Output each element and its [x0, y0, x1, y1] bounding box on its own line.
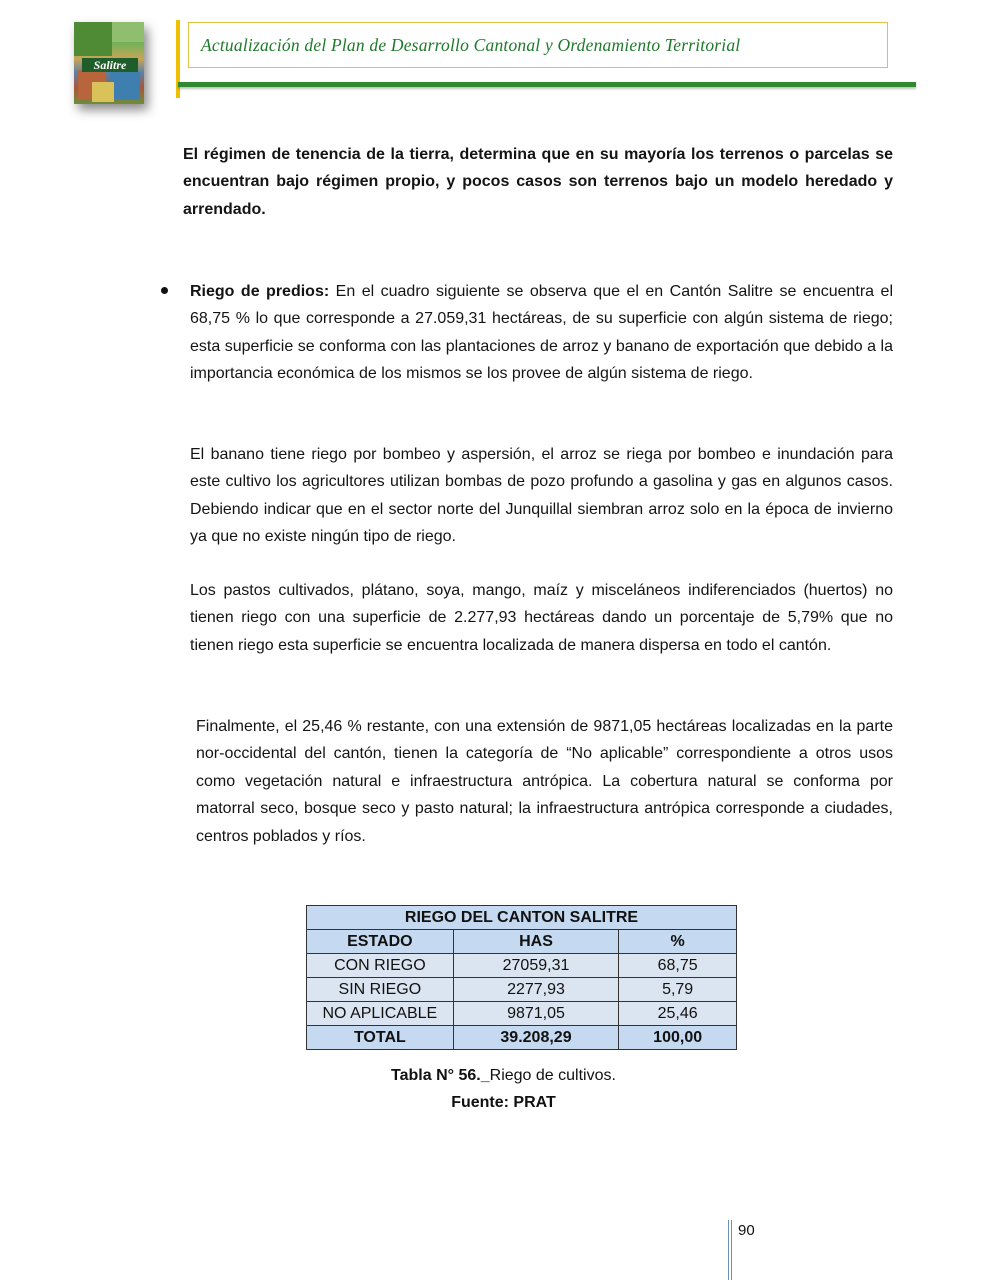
table-cell: 25,46 — [619, 1002, 737, 1026]
page-number: 90 — [738, 1222, 755, 1239]
table-caption — [306, 1067, 701, 1085]
table-cell: TOTAL — [307, 1026, 454, 1050]
table-cell: SIN RIEGO — [307, 978, 454, 1002]
tenencia-paragraph: El régimen de tenencia de la tierra, determina que en su mayoría los terrenos o parcelas se encuentran bajo régimen propio, y pocos casos son terrenos bajo un modelo heredado y arrendado. — [183, 146, 893, 218]
logo-label: Salitre — [82, 58, 138, 72]
table-cell: 39.208,29 — [453, 1026, 619, 1050]
caption-label: Tabla N° 56._ — [391, 1067, 490, 1084]
column-header-estado: ESTADO — [307, 930, 454, 954]
table-cell: 27059,31 — [453, 954, 619, 978]
banano-paragraph: El banano tiene riego por bombeo y aspersión, el arroz se riega por bombeo e inundación para este cultivo los agricultores utilizan bombas de pozo profundo a gasolina y gas en algunos casos. Debiendo indicar que en el sector norte del Junquillal siembran arroz solo en la época de invierno ya que no existe ningún tipo de riego. — [190, 446, 893, 546]
logo-photo-tile — [92, 82, 114, 102]
salitre-logo — [74, 22, 144, 104]
riego-text: En el cuadro siguiente se observa que el en Cantón Salitre se encuentra el 68,75 % lo que corresponde a 27.059,31 hectáreas, de su superficie con algún sistema de riego; esta superficie se conforma con las plantaciones de arroz y banano de exportación que debido a la importancia económica de los mismos se los provee de algún sistema de riego. — [190, 283, 894, 383]
logo-photo-tile — [112, 22, 144, 42]
riego-paragraph — [190, 278, 893, 388]
bullet-icon — [161, 287, 168, 294]
table-cell: CON RIEGO — [307, 954, 454, 978]
document-title: Actualización del Plan de Desarrollo Cantonal y Ordenamiento Territorial — [201, 34, 741, 55]
header-title-box — [188, 22, 888, 68]
finalmente-paragraph: Finalmente, el 25,46 % restante, con una extensión de 9871,05 hectáreas localizadas en la parte nor-occidental del cantón, tienen la categoría de “No aplicable” correspondiente a otros usos como vegetación natural e infraestructura antrópica. La cobertura natural se conforma por matorral seco, bosque seco y pasto natural; la infraestructura antrópica corresponde a ciudades, centros poblados y ríos. — [196, 718, 893, 845]
table-cell: 5,79 — [619, 978, 737, 1002]
table-cell: 2277,93 — [453, 978, 619, 1002]
table-cell: 9871,05 — [453, 1002, 619, 1026]
logo-photo-tile — [110, 72, 140, 100]
table-source: Fuente: PRAT — [451, 1094, 556, 1111]
riego-label: Riego de predios: — [190, 283, 330, 300]
riego-table — [306, 905, 737, 1050]
caption-text: Riego de cultivos. — [489, 1067, 616, 1084]
column-header-has: HAS — [453, 930, 619, 954]
table-cell: NO APLICABLE — [307, 1002, 454, 1026]
table-total-row — [307, 1026, 737, 1050]
pastos-paragraph: Los pastos cultivados, plátano, soya, mango, maíz y misceláneos indiferenciados (huertos) no tienen riego con una superficie de 2.277,93 hectáreas dando un porcentaje de 5,79% que no tienen riego esta superficie se encuentra localizada de manera dispersa en todo el cantón. — [190, 582, 893, 654]
table-cell: 100,00 — [619, 1026, 737, 1050]
table-cell: 68,75 — [619, 954, 737, 978]
header-divider — [178, 82, 916, 87]
logo-photo-tile — [74, 22, 112, 56]
table-row — [307, 954, 737, 978]
table-row — [307, 978, 737, 1002]
table-title: RIEGO DEL CANTON SALITRE — [307, 906, 737, 930]
table-row — [307, 1002, 737, 1026]
page-number-rule — [728, 1220, 732, 1280]
column-header-percent: % — [619, 930, 737, 954]
